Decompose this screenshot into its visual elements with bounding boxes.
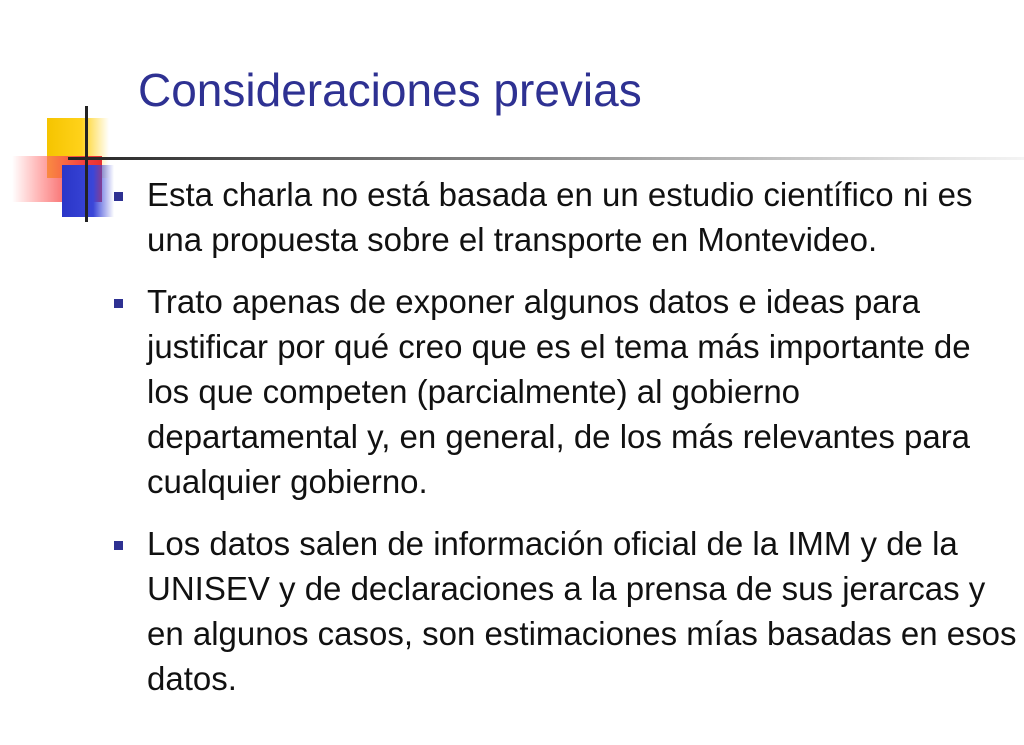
bullet-text: Los datos salen de información oficial de la IMM y de la UNISEV y de declaraciones a la prensa de sus jerarcas y en algunos casos, son estimaciones mías basadas en esos datos. [147, 525, 1017, 697]
title-underline-rule [68, 157, 1024, 160]
bullet-item [112, 521, 1017, 701]
bullet-list [112, 172, 1017, 718]
square-bullet-icon [114, 299, 123, 308]
square-bullet-icon [114, 192, 123, 201]
vertical-rule-decoration [85, 106, 88, 222]
bullet-text: Esta charla no está basada en un estudio científico ni es una propuesta sobre el transporte en Montevideo. [147, 176, 973, 258]
bullet-item [112, 279, 1017, 504]
slide-title: Consideraciones previas [138, 64, 642, 116]
bullet-text: Trato apenas de exponer algunos datos e ideas para justificar por qué creo que es el tema más importante de los que competen (parcialmente) al gobierno departamental y, en general, de los más relevantes para cualquier gobierno. [147, 283, 971, 500]
blue-square-decoration [62, 165, 114, 217]
square-bullet-icon [114, 541, 123, 550]
bullet-item [112, 172, 1017, 262]
